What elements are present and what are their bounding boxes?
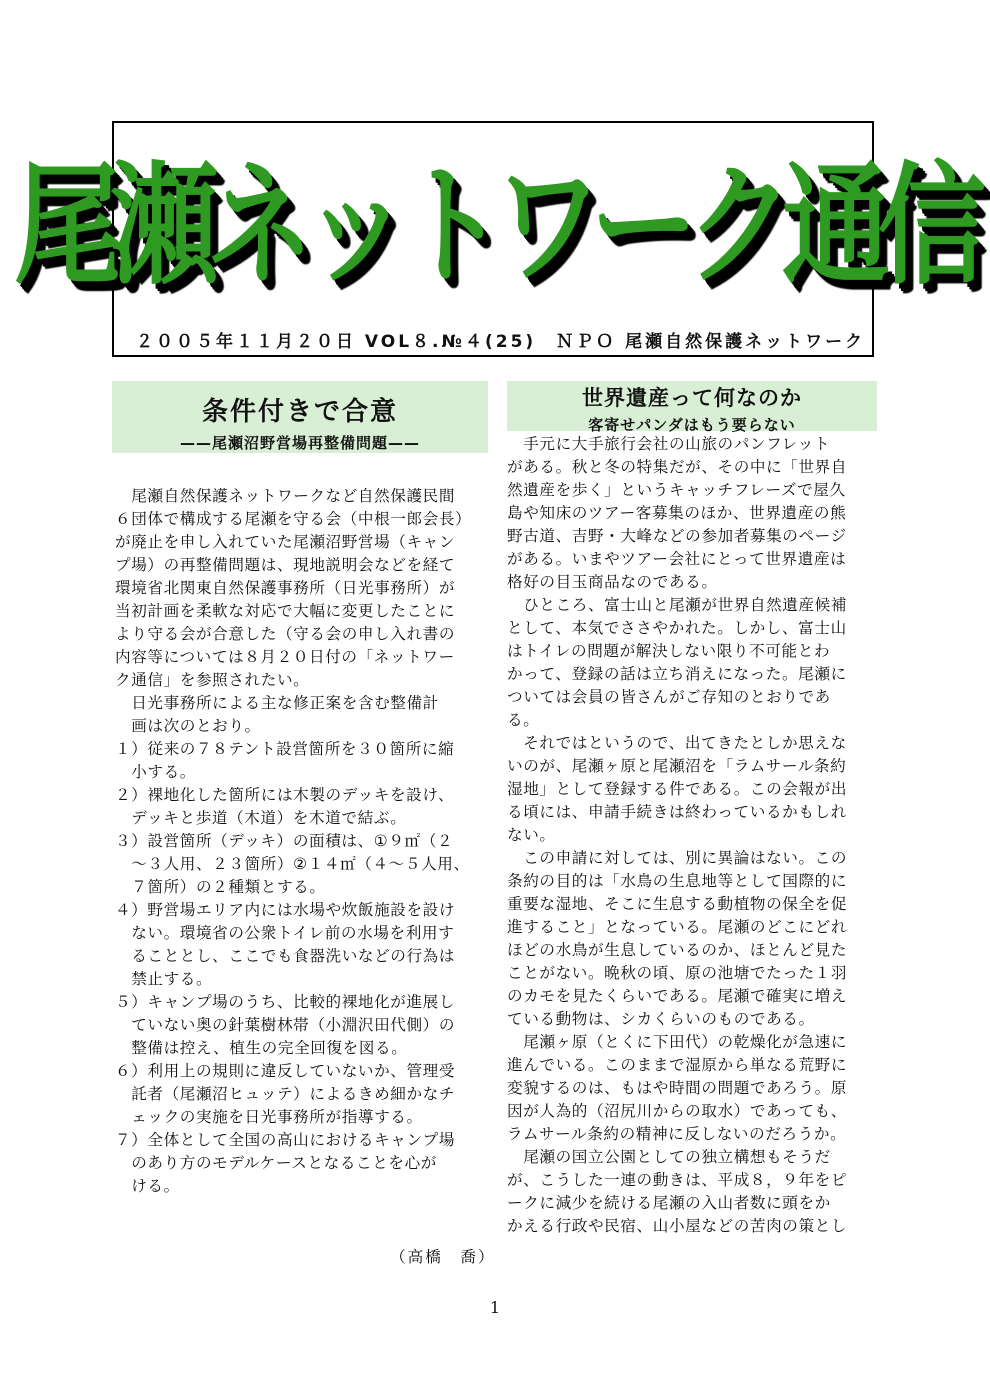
left-article-heading: [112, 381, 488, 453]
text-line: ける。: [115, 1177, 180, 1195]
text-line: がある。いまやツアー会社にとって世界遺産は: [507, 550, 847, 568]
text-line: 禁止する。: [115, 970, 213, 988]
text-line: がある。秋と冬の特集だが、その中に「世界自: [507, 458, 848, 476]
text-line: のあり方のモデルケースとなることを心が: [115, 1154, 438, 1172]
text-line: 日光事務所による主な修正案を含む整備計: [115, 694, 439, 712]
text-line: 進んでいる。このままで湿原から単なる荒野に: [507, 1056, 848, 1074]
text-line: ６団体で構成する尾瀬を守る会（中根一郎会長）: [115, 510, 472, 528]
text-line: プ場）の再整備問題は、現地説明会などを経て: [115, 556, 456, 574]
right-article-heading: [507, 381, 877, 434]
text-line: が廃止を申し入れていた尾瀬沼野営場（キャン: [115, 533, 456, 551]
text-line: 尾瀬の国立公園としての独立構想もそうだ: [507, 1148, 831, 1166]
text-line: かって、登録の話は立ち消えになった。尾瀬に: [507, 665, 847, 683]
masthead-dateline: ２００５年１１月２０日 VOL８.№４(25) ＮＰＯ 尾瀬自然保護ネットワーク: [136, 332, 866, 352]
text-line: 当初計画を柔軟な対応で大幅に変更したことに: [115, 602, 456, 620]
text-line: ない。: [507, 826, 556, 844]
left-article-title: 条件付きで合意: [201, 397, 398, 427]
text-line: 尾瀬自然保護ネットワークなど自然保護民間: [115, 487, 456, 505]
right-article-title: 世界遺産って何なのか: [582, 386, 802, 410]
text-line: る。: [507, 711, 540, 729]
text-line: ４）野営場エリア内には水場や炊飯施設を設け: [115, 901, 456, 919]
text-line: １）従来の７８テント設営箇所を３０箇所に縮: [115, 740, 455, 758]
text-line: ３）設営箇所（デッキ）の面積は、①９㎡（２: [115, 832, 454, 850]
text-line: ７箇所）の２種類とする。: [115, 878, 326, 896]
text-line: 因が人為的（沼尻川からの取水）であっても、: [507, 1102, 847, 1120]
masthead: [14, 121, 975, 357]
text-line: 野古道、吉野・大峰などの参加者募集のページ: [507, 527, 847, 545]
text-line: のカモを見たくらいである。尾瀬で確実に増え: [507, 987, 848, 1005]
text-line: ークに減少を続ける尾瀬の入山者数に頭をか: [507, 1194, 831, 1212]
text-line: ひところ、富士山と尾瀬が世界自然遺産候補: [507, 596, 848, 614]
right-article-subtitle: 客寄せパンダはもう要らない: [588, 416, 796, 434]
text-line: 託者（尾瀬沼ヒュッテ）によるきめ細かなチ: [115, 1085, 456, 1103]
text-line: として、本気でささやかれた。しかし、富士山: [507, 619, 847, 637]
text-line: 条約の目的は「水鳥の生息地等として国際的に: [507, 872, 848, 890]
text-line: ることとし、ここでも食器洗いなどの行為は: [115, 947, 456, 965]
text-line: かえる行政や民宿、山小屋などの苦肉の策とし: [507, 1217, 848, 1235]
text-line: 内容等については８月２０日付の「ネットワー: [115, 648, 455, 666]
text-line: 尾瀬ヶ原（とくに下田代）の乾燥化が急速に: [507, 1033, 848, 1051]
left-article-signature: （高橋 喬）: [390, 1248, 496, 1266]
text-line: ていない奥の針葉樹林帯（小淵沢田代側）の: [115, 1016, 456, 1034]
text-line: はトイレの問題が解決しない限り不可能とわ: [507, 642, 831, 660]
text-line: 画は次のとおり。: [115, 717, 261, 735]
right-article-body: [507, 433, 882, 1238]
text-line: 重要な湿地、そこに生息する動植物の保全を促: [507, 895, 848, 913]
left-article-subtitle: ——尾瀬沼野営場再整備問題——: [179, 434, 420, 452]
text-line: ない。環境省の公衆トイレ前の水場を利用す: [115, 924, 455, 942]
text-line: 手元に大手旅行会社の山旅のパンフレット: [507, 435, 831, 453]
text-line: 変貌するのは、もはや時間の問題であろう。原: [507, 1079, 848, 1097]
text-line: 島や知床のツアー客募集のほか、世界遺産の熊: [507, 504, 847, 522]
text-line: 湿地」として登録する件である。この会報が出: [507, 780, 848, 798]
text-line: ク通信」を参照されたい。: [115, 671, 310, 689]
text-line: ほどの水鳥が生息しているのか、ほとんど見た: [507, 941, 848, 959]
text-line: ６）利用上の規則に違反していないか、管理受: [115, 1062, 456, 1080]
text-line: 整備は控え、植生の完全回復を図る。: [115, 1039, 408, 1057]
text-line: ～３人用、２３箇所）②１４㎡（４～５人用、: [115, 855, 470, 873]
text-line: ェックの実施を日光事務所が指導する。: [115, 1108, 423, 1126]
text-line: ラムサール条約の精神に反しないのだろうか。: [507, 1125, 847, 1143]
text-line: 然遺産を歩く」というキャッチフレーズで屋久: [507, 481, 846, 499]
text-line: 格好の目玉商品なのである。: [507, 573, 718, 591]
text-line: ７）全体として全国の高山におけるキャンプ場: [115, 1131, 456, 1149]
text-line: デッキと歩道（木道）を木道で結ぶ。: [115, 809, 407, 827]
text-line: ことがない。晩秋の頃、原の池塘でたった１羽: [507, 964, 848, 982]
text-line: より守る会が合意した（守る会の申し入れ書の: [115, 625, 456, 643]
text-line: いのが、尾瀬ヶ原と尾瀬沼を「ラムサール条約: [507, 757, 847, 775]
text-line: が、こうした一連の動きは、平成８，９年をピ: [507, 1171, 848, 1189]
text-line: ている動物は、シカくらいのものである。: [507, 1010, 815, 1028]
left-article-body: [115, 485, 495, 1198]
text-line: ２）裸地化した箇所には木製のデッキを設け、: [115, 786, 455, 804]
text-line: る頃には、申請手続きは終わっているかもしれ: [507, 803, 847, 821]
masthead-title: 尾瀬ネットワーク通信: [14, 149, 975, 303]
text-line: 環境省北関東自然保護事務所（日光事務所）が: [115, 579, 456, 597]
text-line: ５）キャンプ場のうち、比較的裸地化が進展し: [115, 993, 456, 1011]
text-line: 進すること」となっている。尾瀬のどこにどれ: [507, 918, 848, 936]
text-line: 小する。: [115, 763, 196, 781]
page-number: 1: [489, 1298, 501, 1317]
text-line: この申請に対しては、別に異論はない。この: [507, 849, 848, 867]
text-line: ついては会員の皆さんがご存知のとおりであ: [507, 688, 831, 706]
text-line: それではというので、出てきたとしか思えな: [507, 734, 847, 752]
